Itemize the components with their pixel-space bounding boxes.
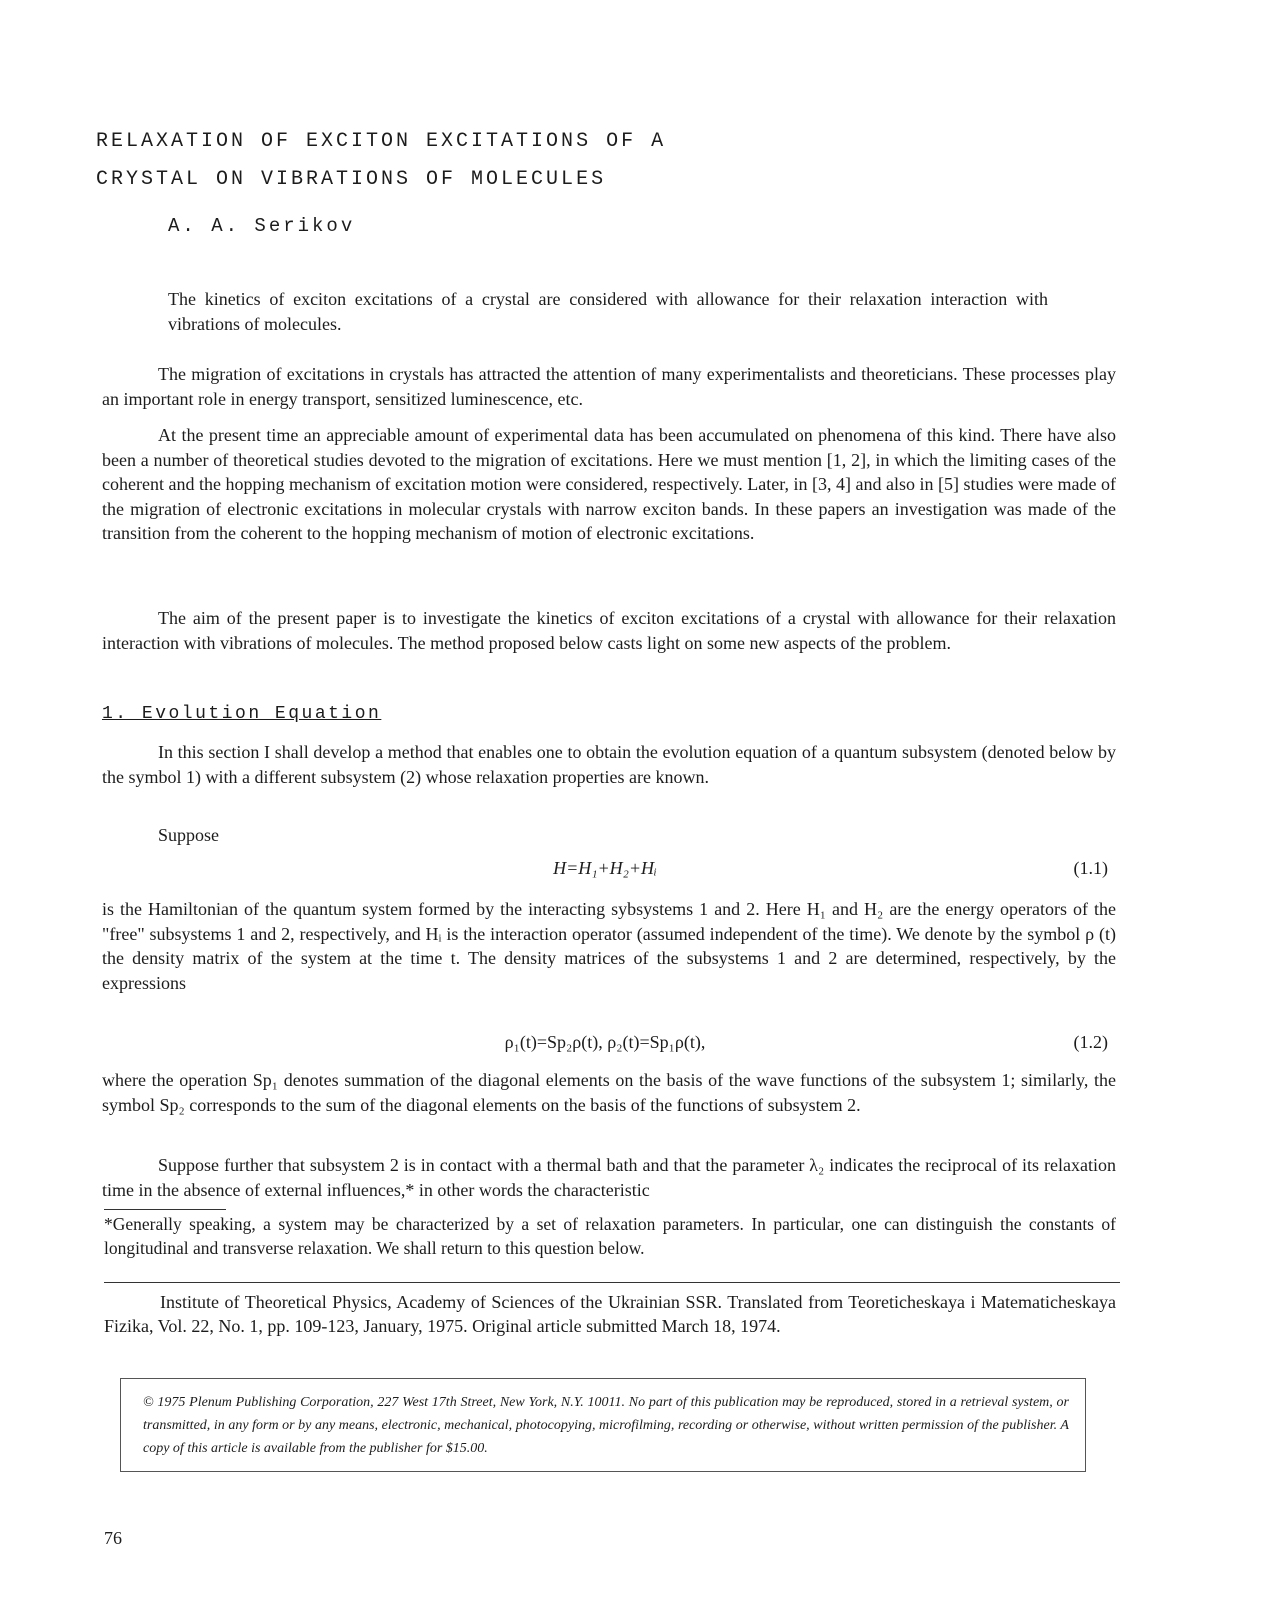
abstract: The kinetics of exciton excitations of a crystal are considered with allowance for their relaxation interaction with vibrations of molecules. <box>168 289 1048 334</box>
equation-1-1-number: (1.1) <box>1073 858 1108 878</box>
footnote-rule <box>104 1209 226 1210</box>
author-name: A. A. Serikov <box>168 215 356 237</box>
page-number: 76 <box>104 1528 122 1548</box>
suppose-text: Suppose <box>158 825 220 845</box>
copyright-box <box>120 1378 1086 1472</box>
equation-1-1-body: H=H₁+H₂+Hᵢ <box>553 858 657 878</box>
copyright-notice: © 1975 Plenum Publishing Corporation, 227 West 17th Street, New York, N.Y. 10011. No part of this publication may be reproduced, stored in a retrieval system, or transmitted, in any form or by any means, electronic, mechanical, photocopying, microfilming, recording or otherwise, without written permission of the publisher. A copy of this article is available from the publisher for $15.00. <box>143 1395 1069 1456</box>
equation-1-2-body: ρ₁(t)=Sp₂ρ(t), ρ₂(t)=Sp₁ρ(t), <box>504 1032 706 1052</box>
affiliation-note: Institute of Theoretical Physics, Academy of Sciences of the Ukrainian SSR. Translated from Teoreticheskaya i Matematicheskaya Fizika, Vol. 22, No. 1, pp. 109-123, January, 1975. Original article submitted March 18, 1974. <box>104 1292 1116 1336</box>
intro-paragraph-1: The migration of excitations in crystals has attracted the attention of many experimentalists and theoreticians. These processes play an important role in energy transport, sensitized luminescence, etc. <box>102 364 1116 409</box>
section-1-paragraph-4: Suppose further that subsystem 2 is in contact with a thermal bath and that the parameter λ₂ indicates the reciprocal of its relaxation time in the absence of external influences,* in other words the characteristic <box>102 1155 1116 1200</box>
section-1-paragraph-1: In this section I shall develop a method that enables one to obtain the evolution equation of a quantum subsystem (denoted below by the symbol 1) with a different subsystem (2) whose relaxation properties are known. <box>102 742 1116 787</box>
equation-1-1 <box>102 858 1108 884</box>
footnote: *Generally speaking, a system may be characterized by a set of relaxation parameters. In particular, one can distinguish the constants of longitudinal and transverse relaxation. We shall return to this question below. <box>104 1214 1116 1258</box>
intro-paragraph-3: The aim of the present paper is to investigate the kinetics of exciton excitations of a crystal with allowance for their relaxation interaction with vibrations of molecules. The method proposed below casts light on some new aspects of the problem. <box>102 608 1116 653</box>
equation-1-2-number: (1.2) <box>1073 1032 1108 1052</box>
section-1-paragraph-3: where the operation Sp₁ denotes summation of the diagonal elements on the basis of the wave functions of the subsystem 1; similarly, the symbol Sp₂ corresponds to the sum of the diagonal elements on the basis of the functions of subsystem 2. <box>102 1070 1116 1115</box>
equation-1-2 <box>102 1032 1108 1058</box>
section-1-paragraph-2: is the Hamiltonian of the quantum system formed by the interacting sybsystems 1 and 2. Here H₁ and H₂ are the energy operators of the "free" subsystems 1 and 2, respectively, and Hᵢ is the interaction operator (assumed independent of the time). We denote by the symbol ρ (t) the density matrix of the system at the time t. The density matrices of the subsystems 1 and 2 are determined, respectively, by the expressions <box>102 899 1116 993</box>
affiliation-rule <box>104 1282 1120 1283</box>
section-heading: 1. Evolution Equation <box>102 704 382 724</box>
intro-paragraph-2: At the present time an appreciable amount of experimental data has been accumulated on phenomena of this kind. There have also been a number of theoretical studies devoted to the migration of excitations. Here we must mention [1, 2], in which the limiting cases of the coherent and the hopping mechanism of excitation motion were considered, respectively. Later, in [3, 4] and also in [5] studies were made of the migration of electronic excitations in molecular crystals with narrow exciton bands. In these papers an investigation was made of the transition from the coherent to the hopping mechanism of motion of electronic excitations. <box>102 425 1116 543</box>
paper-title-line-1: RELAXATION OF EXCITON EXCITATIONS OF A <box>96 130 667 153</box>
paper-title-line-2: CRYSTAL ON VIBRATIONS OF MOLECULES <box>96 168 607 191</box>
